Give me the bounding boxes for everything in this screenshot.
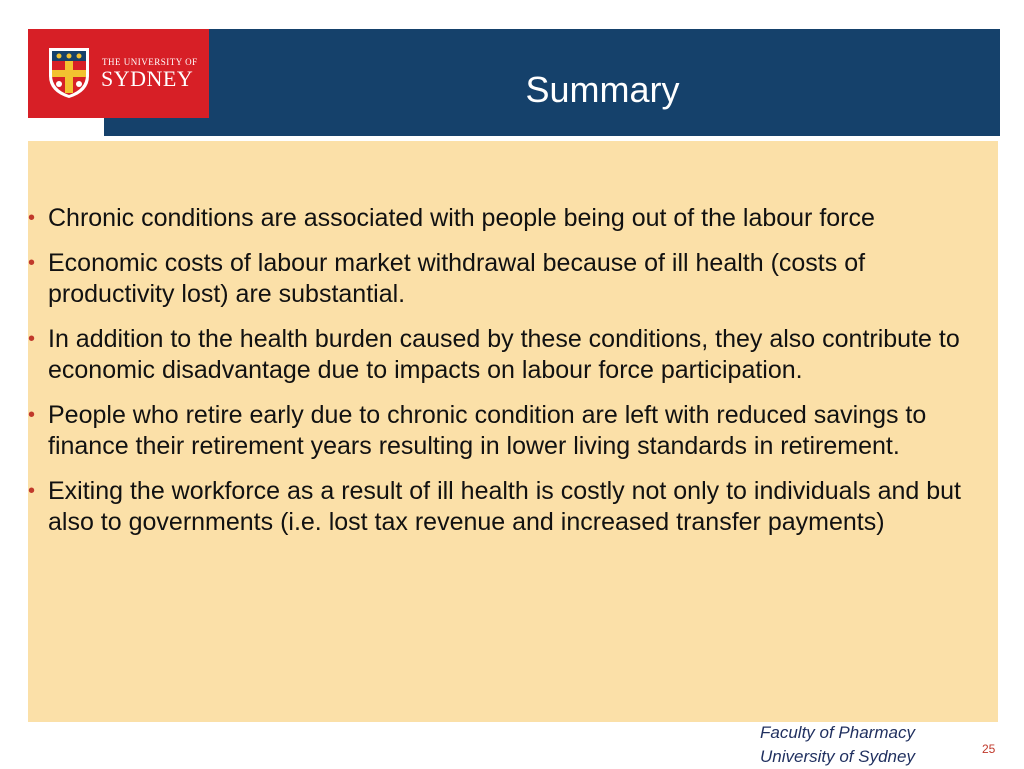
crest-icon [47,46,91,100]
bullet-icon: • [28,328,36,350]
logo-line-1: THE UNIVERSITY OF [102,57,198,67]
bullet-icon: • [28,252,36,274]
bullet-icon: • [28,404,36,426]
footer-faculty [760,721,915,769]
university-logo [28,29,209,118]
bullet-icon: • [28,207,36,229]
page-number: 25 [982,742,996,756]
bullet-text: In addition to the health burden caused by these conditions, they also contribute to economic disadvantage due to impacts on labour force participation. [48,325,960,384]
bullet-item [28,324,998,386]
footer-faculty-line-2: University of Sydney [760,747,915,766]
content-panel [28,141,998,722]
bullet-text: People who retire early due to chronic condition are left with reduced savings to finance their retirement years resulting in lower living standards in retirement. [48,401,927,460]
logo-line-2: SYDNEY [101,66,194,91]
bullet-text: Economic costs of labour market withdrawal because of ill health (costs of productivity lost) are substantial. [48,249,866,308]
bullet-icon: • [28,480,36,502]
slide-title: Summary [525,69,680,110]
bullet-text: Chronic conditions are associated with people being out of the labour force [48,204,875,232]
bullet-item [28,476,998,538]
bullet-item [28,248,998,310]
footer-faculty-line-1: Faculty of Pharmacy [760,723,915,742]
bullet-item [28,203,998,234]
bullet-item [28,400,998,462]
bullet-list [28,203,998,552]
bullet-text: Exiting the workforce as a result of ill health is costly not only to individuals and but also to governments (i.e. lost tax revenue and increased transfer payments) [48,477,961,536]
